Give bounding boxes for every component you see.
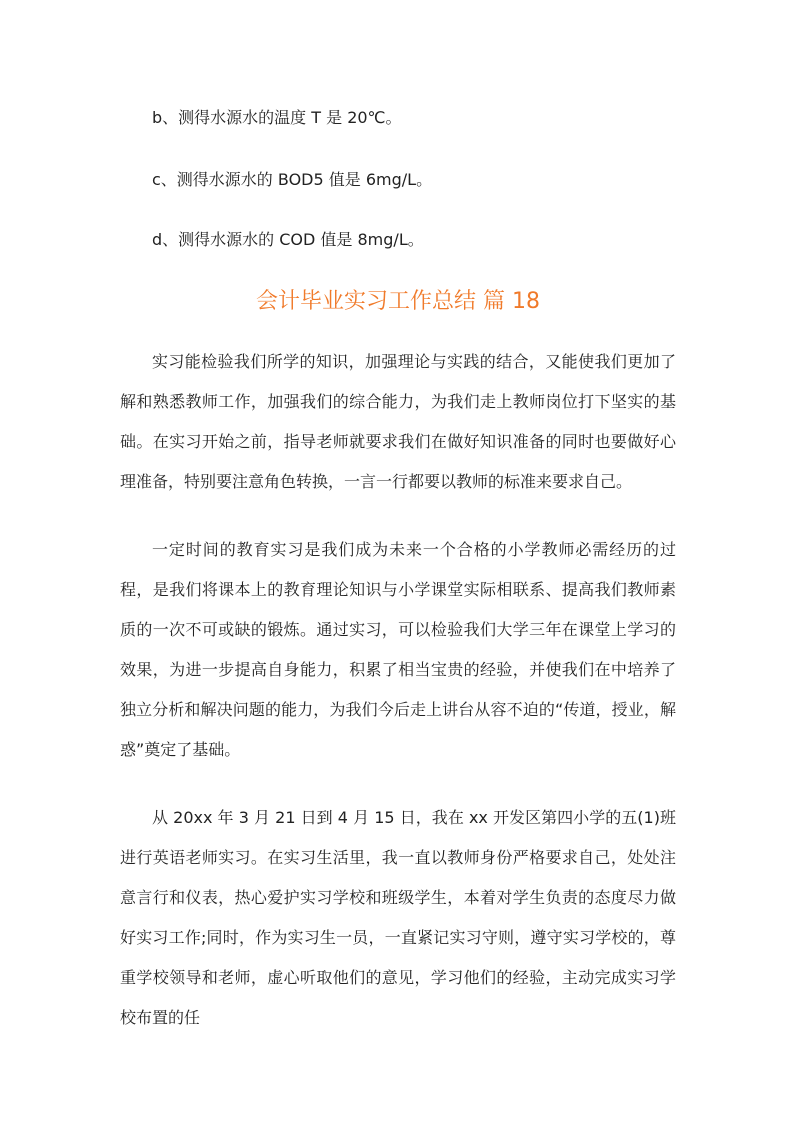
list-item-b: b、测得水源水的温度 T 是 20℃。 [152, 108, 402, 127]
paragraph-1: 实习能检验我们所学的知识，加强理论与实践的结合，又能使我们更加了解和熟悉教师工作，加强我们的综合能力，为我们走上教师岗位打下坚实的基础。在实习开始之前，指导老师就要求我们在做好知识准备的同时也要做好心理准备，特别要注意角色转换，一言一行都要以教师的标准来要求自己。 [120, 352, 676, 491]
list-item-c: c、测得水源水的 BOD5 值是 6mg/L。 [152, 170, 433, 189]
paragraph-2: 一定时间的教育实习是我们成为未来一个合格的小学教师必需经历的过程，是我们将课本上的教育理论知识与小学课堂实际相联系、提高我们教师素质的一次不可或缺的锻炼。通过实习，可以检验我们大学三年在课堂上学习的效果，为进一步提高自身能力，积累了相当宝贵的经验，并使我们在中培养了独立分析和解决问题的能力，为我们今后走上讲台从容不迫的“传道，授业，解惑”奠定了基础。 [120, 540, 676, 759]
paragraph-3: 从 20xx 年 3 月 21 日到 4 月 15 日，我在 xx 开发区第四小学的五(1)班进行英语老师实习。在实习生活里，我一直以教师身份严格要求自己，处处注意言行和仪表，热心爱护实习学校和班级学生，本着对学生负责的态度尽力做好实习工作;同时，作为实习生一员，一直紧记实习守则，遵守实习学校的，尊重学校领导和老师，虚心听取他们的意见，学习他们的经验，主动完成实习学校布置的任 [120, 808, 676, 1027]
section-title: 会计毕业实习工作总结 篇 18 [256, 289, 540, 314]
list-item-d: d、测得水源水的 COD 值是 8mg/L。 [152, 230, 424, 249]
